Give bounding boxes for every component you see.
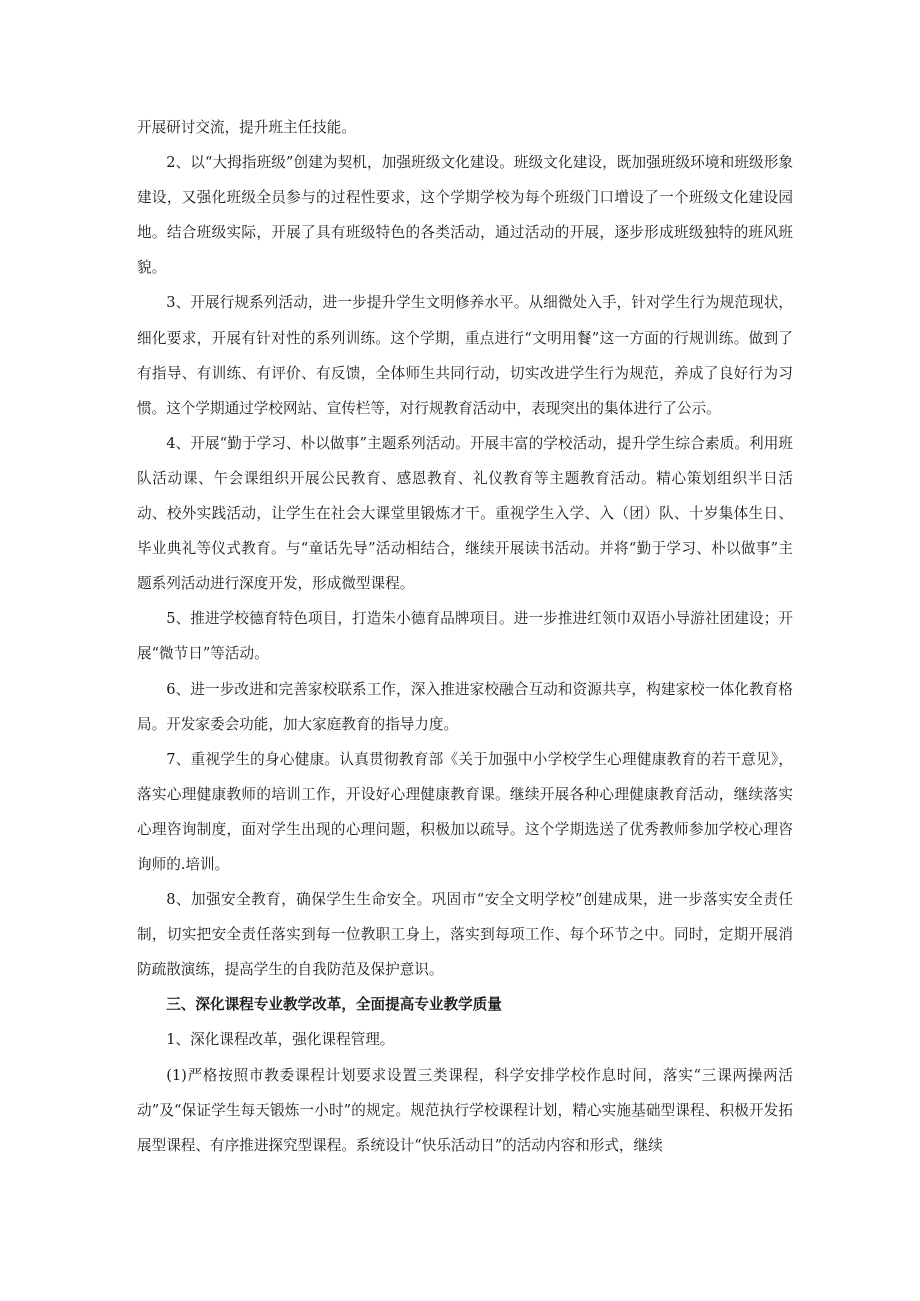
item-paragraph-4: 4、开展“勤于学习、朴以做事”主题系列活动。开展丰富的学校活动，提升学生综合素质。利用班队活动课、午会课组织开展公民教育、感恩教育、礼仪教育等主题教育活动。精心策划组织半日活动、校外实践活动，让学生在社会大课堂里锻炼才干。重视学生入学、入（团）队、十岁集体生日、毕业典礼等仪式教育。与“童话先导”活动相结合，继续开展读书活动。并将“勤于学习、朴以做事”主题系列活动进行深度开发，形成微型课程。	[137, 434, 793, 593]
continuation-paragraph: 开展研讨交流，提升班主任技能。	[137, 119, 356, 136]
item-paragraph-6: 6、进一步改进和完善家校联系工作，深入推进家校融合互动和资源共享，构建家校一体化教育格局。开发家委会功能，加大家庭教育的指导力度。	[137, 680, 793, 733]
item-paragraph-3: 3、开展行规系列活动，进一步提升学生文明修养水平。从细微处入手，针对学生行为规范现状，细化要求，开展有针对性的系列训练。这个学期，重点进行“文明用餐”这一方面的行规训练。做到了有指导、有训练、有评价、有反馈，全体师生共同行动，切实改进学生行为规范，养成了良好行为习惯。这个学期通过学校网站、宣传栏等，对行规教育活动中，表现突出的集体进行了公示。	[137, 294, 793, 417]
final-paragraph: (1)严格按照市教委课程计划要求设置三类课程，科学安排学校作息时间，落实“三课两操两活动”及“保证学生每天锻炼一小时”的规定。规范执行学校课程计划，精心实施基础型课程、积极开发拓展型课程、有序推进探究型课程。系统设计“快乐活动日”的活动内容和形式，继续	[137, 1066, 793, 1154]
item-paragraph-7: 7、重视学生的身心健康。认真贯彻教育部《关于加强中小学校学生心理健康教育的若干意见》，落实心理健康教师的培训工作，开设好心理健康教育课。继续开展各种心理健康教育活动，继续落实心理咨询制度，面对学生出现的心理问题，积极加以疏导。这个学期选送了优秀教师参加学校心理咨询师的.培训。	[137, 750, 793, 873]
document-body	[137, 110, 793, 1163]
item-paragraph-5: 5、推进学校德育特色项目，打造朱小德育品牌项目。进一步推进红领巾双语小导游社团建设；开展“微节日”等活动。	[137, 610, 793, 663]
item-paragraph-2: 2、以“大拇指班级”创建为契机，加强班级文化建设。班级文化建设，既加强班级环境和班级形象建设，又强化班级全员参与的过程性要求，这个学期学校为每个班级门口增设了一个班级文化建设园地。结合班级实际，开展了具有班级特色的各类活动，通过活动的开展，逐步形成班级独特的班风班貌。	[137, 154, 793, 277]
subsection-heading: 1、深化课程改革，强化课程管理。	[166, 1031, 395, 1049]
item-paragraph-8: 8、加强安全教育，确保学生生命安全。巩固市“安全文明学校”创建成果，进一步落实安全责任制，切实把安全责任落实到每一位教职工身上，落实到每项工作、每个环节之中。同时，定期开展消防疏散演练，提高学生的自我防范及保护意识。	[137, 891, 793, 979]
section-heading: 三、深化课程专业教学改革，全面提高专业教学质量	[166, 996, 502, 1014]
